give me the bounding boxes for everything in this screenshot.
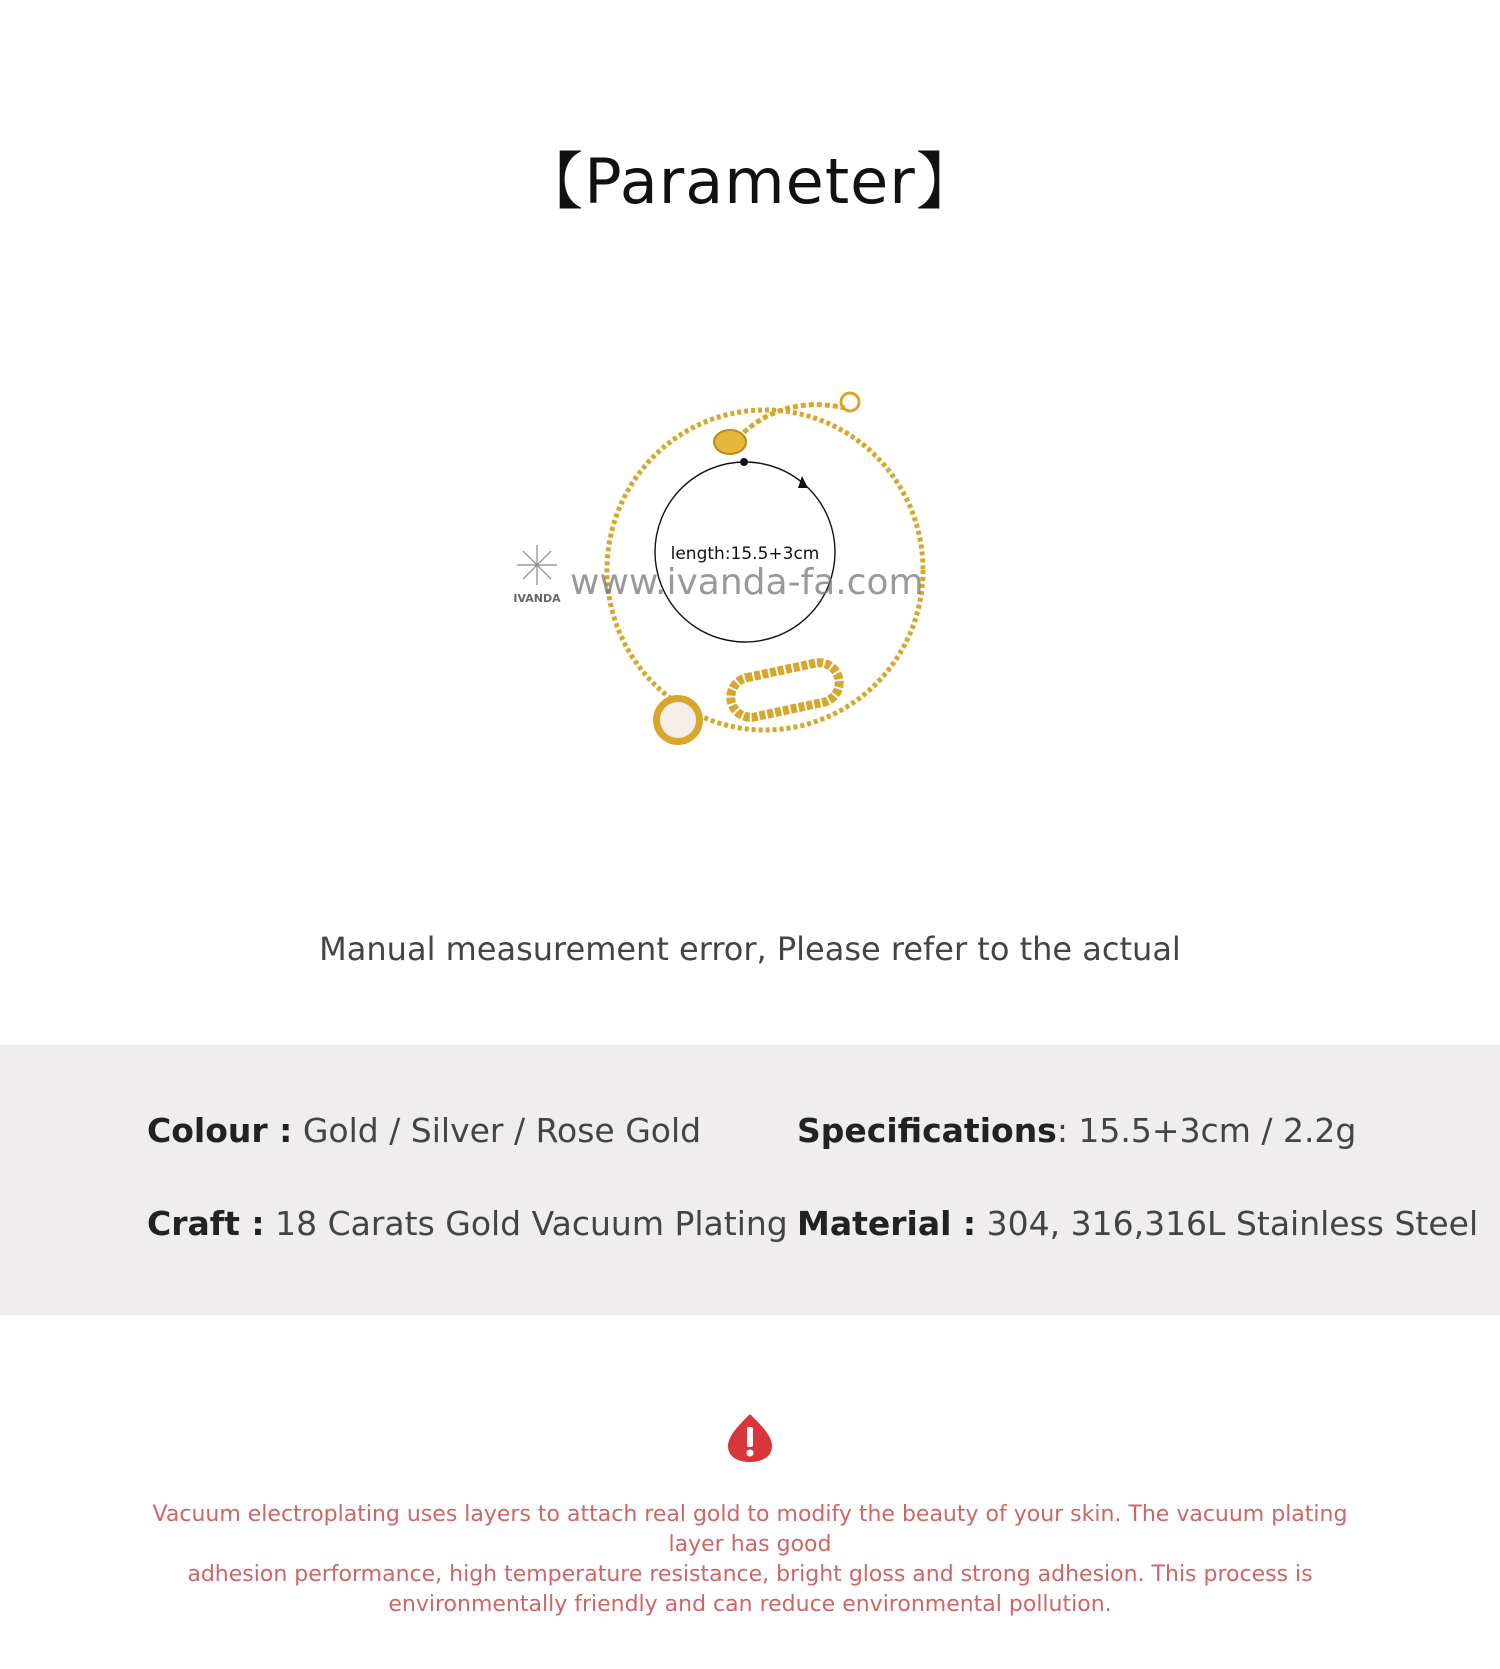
spec-colour-label: Colour : [147,1111,293,1150]
spec-craft [147,1204,788,1243]
watermark-star-icon [517,545,557,585]
twisted-oval-link [727,659,843,721]
process-description [150,1500,1350,1620]
spec-material-value: 304, 316,316L Stainless Steel [986,1204,1479,1243]
spec-craft-value: 18 Carats Gold Vacuum Plating [275,1204,788,1243]
spec-specifications-label: Specifications [797,1111,1057,1150]
process-line-3: environmentally friendly and can reduce environmental pollution. [388,1592,1112,1617]
page-title: 【Parameter】 [521,145,979,218]
spec-panel [0,1045,1500,1315]
watermark-brand: IVANDA [513,592,561,605]
process-line-1: Vacuum electroplating uses layers to attach real gold to modify the beauty of your skin. The vacuum plating layer has good [152,1502,1348,1557]
measurement-note: Manual measurement error, Please refer to the actual [319,930,1181,968]
spec-colour-value: Gold / Silver / Rose Gold [302,1111,702,1150]
lobster-clasp [714,430,746,454]
exclamation-icon [726,1412,774,1464]
spec-craft-label: Craft : [147,1204,265,1243]
spec-colour [147,1111,701,1150]
measure-start-dot [740,458,748,466]
length-label: length:15.5+3cm [670,544,820,564]
product-image [490,370,950,770]
spec-material-label: Material : [797,1204,977,1243]
spec-material [797,1204,1478,1243]
watermark-url: www.ivanda-fa.com [570,562,924,603]
process-line-2: adhesion performance, high temperature resistance, bright gloss and strong adhesion. This process is [187,1562,1313,1587]
spec-specifications-value: : 15.5+3cm / 2.2g [1056,1111,1357,1150]
spec-specifications [797,1111,1356,1150]
extender-hook [841,393,859,411]
measure-arrow-icon [798,476,808,488]
pearl-charm [660,702,696,738]
